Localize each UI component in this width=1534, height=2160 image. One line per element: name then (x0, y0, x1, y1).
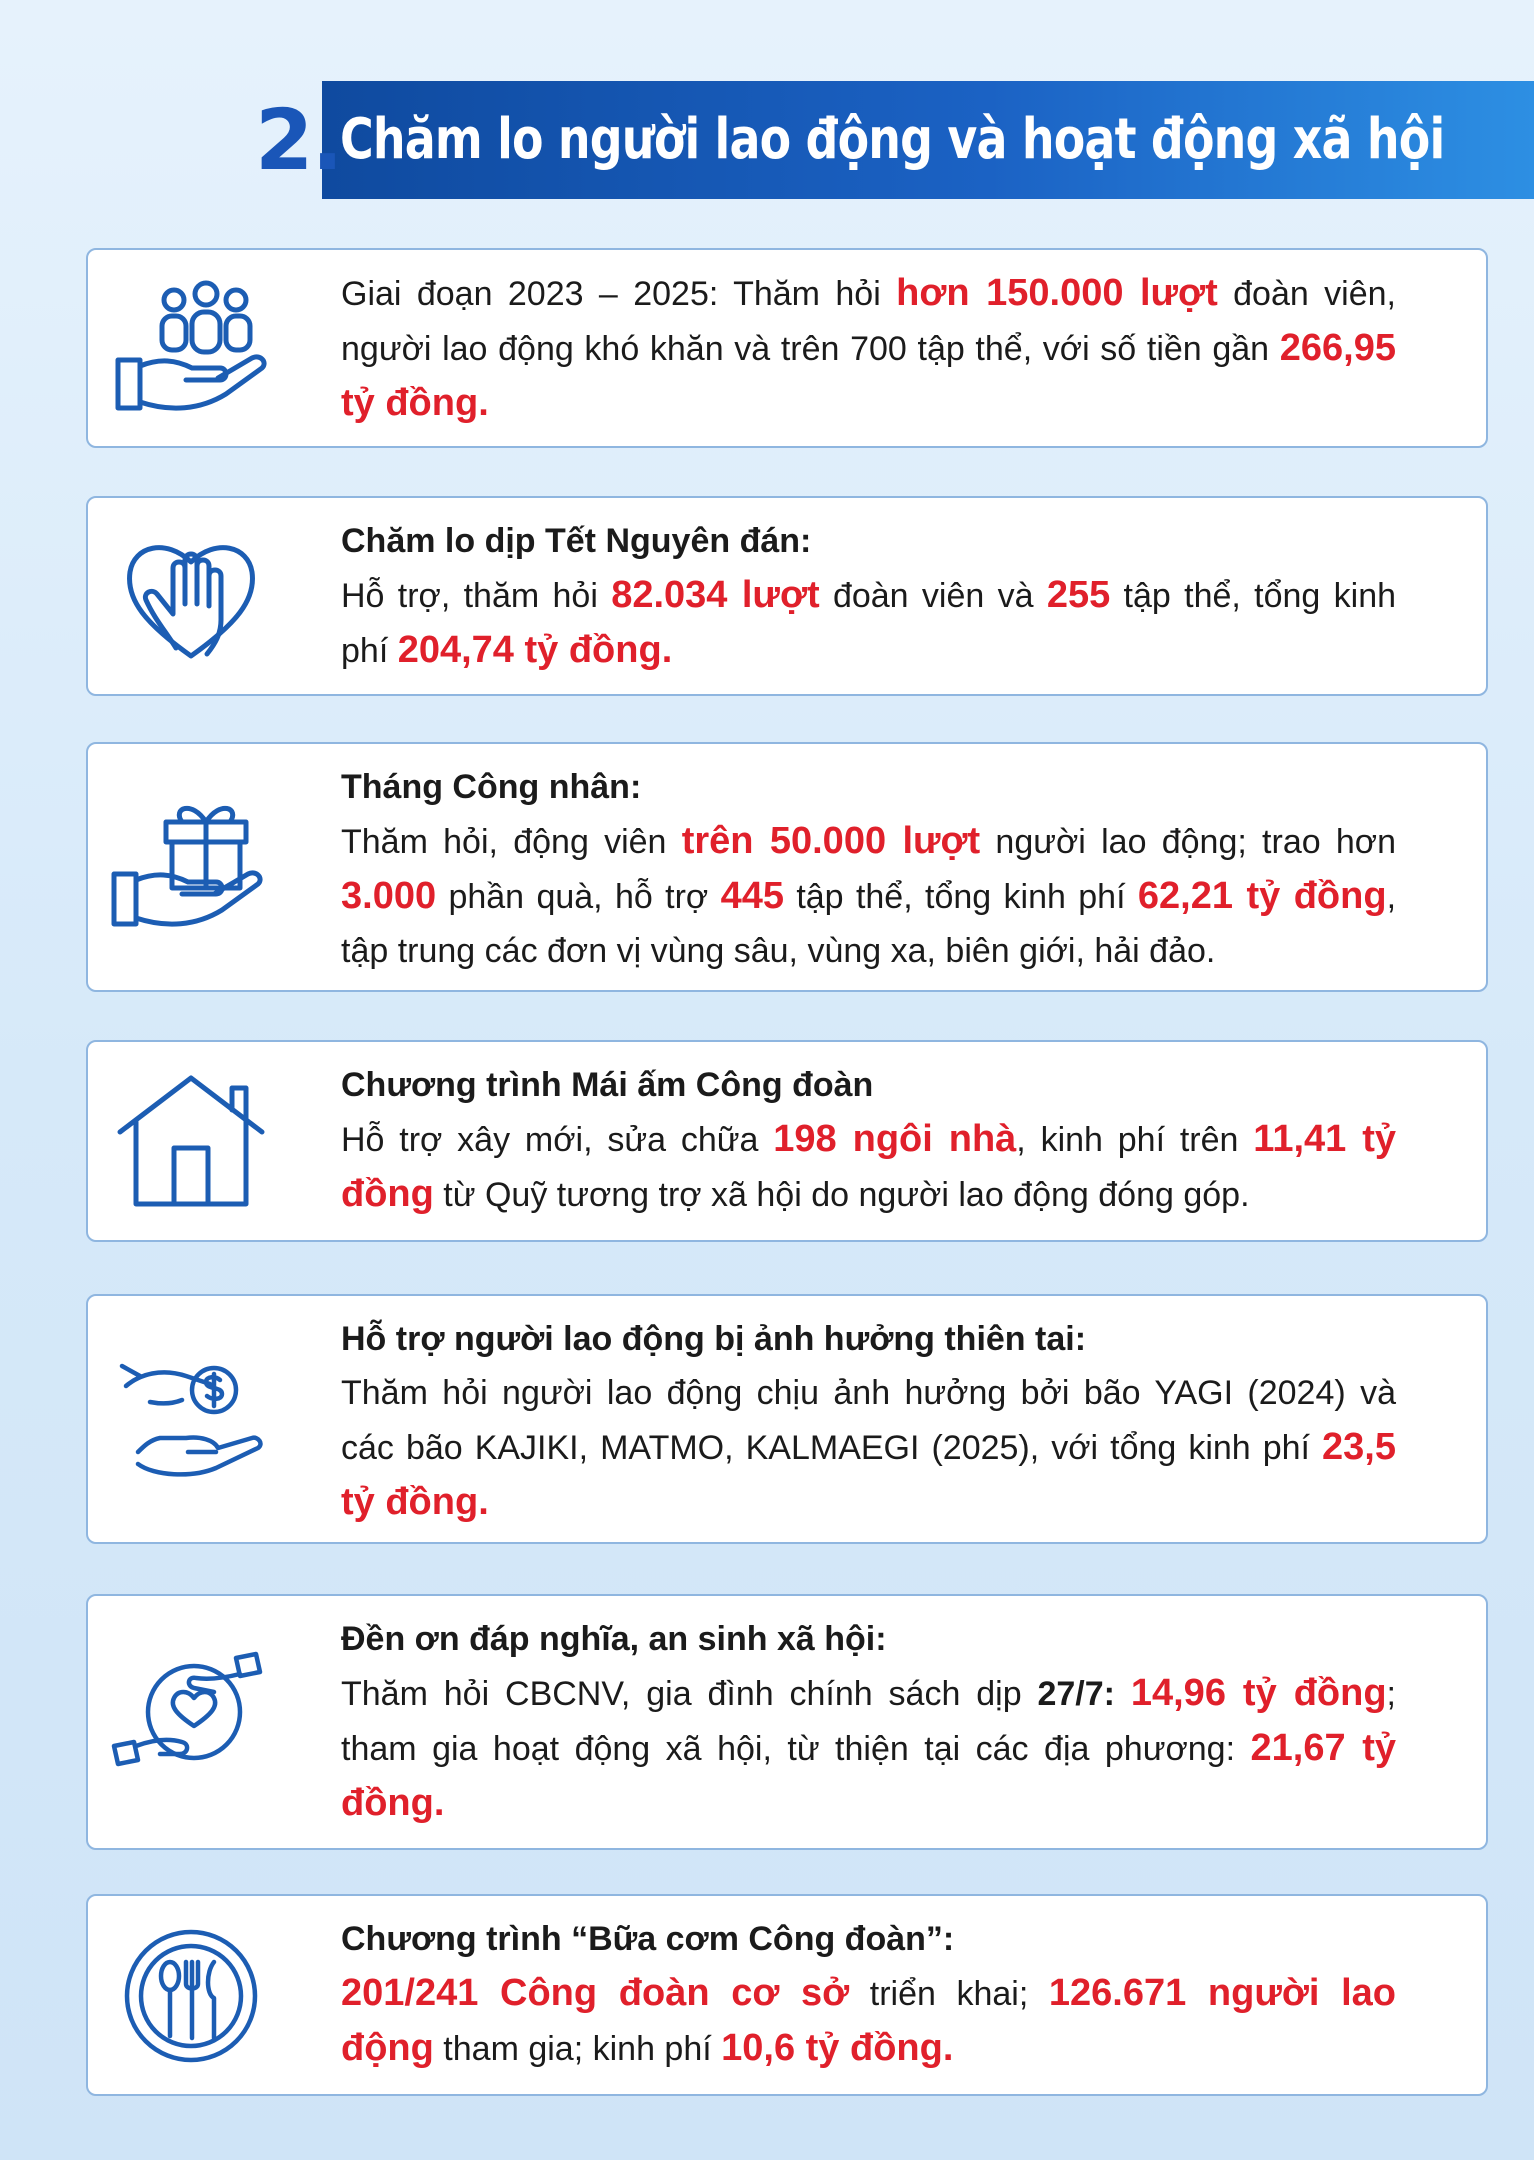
card-union-meal (86, 1894, 1488, 2096)
card-text: Chăm lo dịp Tết Nguyên đán: Hỗ trợ, thăm hỏi 82.034 lượt đoàn viên và 255 tập thể, tổng kinh phí 204,74 tỷ đồng. (341, 514, 1396, 678)
card-title: Hỗ trợ người lao động bị ảnh hưởng thiên tai: (341, 1320, 1087, 1358)
card-title: Tháng Công nhân: (341, 768, 642, 806)
card-text: Đền ơn đáp nghĩa, an sinh xã hội: Thăm hỏi CBCNV, gia đình chính sách dịp 27/7: 14,96 tỷ đồng; tham gia hoạt động xã hội, từ thiện tại các địa phương: 21,67 tỷ đồng. (341, 1612, 1396, 1831)
meal-plate-icon (106, 1926, 276, 2066)
card-title: Đền ơn đáp nghĩa, an sinh xã hội: (341, 1620, 887, 1658)
card-text: Chương trình “Bữa cơm Công đoàn”: 201/241 Công đoàn cơ sở triển khai; 126.671 người lao động tham gia; kinh phí 10,6 tỷ đồng. (341, 1912, 1396, 2076)
card-title: Chương trình Mái ấm Công đoàn (341, 1066, 874, 1104)
card-text: Chương trình Mái ấm Công đoàn Hỗ trợ xây mới, sửa chữa 198 ngôi nhà, kinh phí trên 11,41 tỷ đồng từ Quỹ tương trợ xã hội do người lao động đóng góp. (341, 1058, 1396, 1222)
helping-hand-people-icon (106, 280, 276, 420)
card-tet-holiday (86, 496, 1488, 696)
card-union-home (86, 1040, 1488, 1242)
card-text: Tháng Công nhân: Thăm hỏi, động viên trên 50.000 lượt người lao động; trao hơn 3.000 phần quà, hỗ trợ 445 tập thể, tổng kinh phí 62,21 tỷ đồng, tập trung các đơn vị vùng sâu, vùng xa, biên giới, hải đảo. (341, 760, 1396, 978)
coin-hands-icon (106, 1346, 276, 1486)
card-disaster-support (86, 1294, 1488, 1544)
section-number: 2. (255, 91, 342, 189)
card-worker-month (86, 742, 1488, 992)
house-icon (106, 1070, 276, 1210)
heart-hand-icon (106, 528, 276, 668)
heart-exchange-hands-icon (106, 1646, 276, 1786)
card-gratitude-social (86, 1594, 1488, 1850)
card-title: Chương trình “Bữa cơm Công đoàn”: (341, 1920, 955, 1958)
card-text: Hỗ trợ người lao động bị ảnh hưởng thiên tai: Thăm hỏi người lao động chịu ảnh hưởng bởi bão YAGI (2024) và các bão KAJIKI, MATMO, KALMAEGI (2025), với tổng kinh phí 23,5 tỷ đồng. (341, 1312, 1396, 1530)
card-support-visits (86, 248, 1488, 448)
card-text: Giai đoạn 2023 – 2025: Thăm hỏi hơn 150.000 lượt đoàn viên, người lao động khó khăn và trên 700 tập thể, với số tiền gần 266,95 tỷ đồng. (341, 272, 1396, 424)
section-header (0, 78, 1534, 202)
gift-hand-icon (106, 794, 276, 934)
section-title: Chăm lo người lao động và hoạt động xã hội (340, 107, 1445, 172)
card-title: Chăm lo dịp Tết Nguyên đán: (341, 522, 812, 560)
